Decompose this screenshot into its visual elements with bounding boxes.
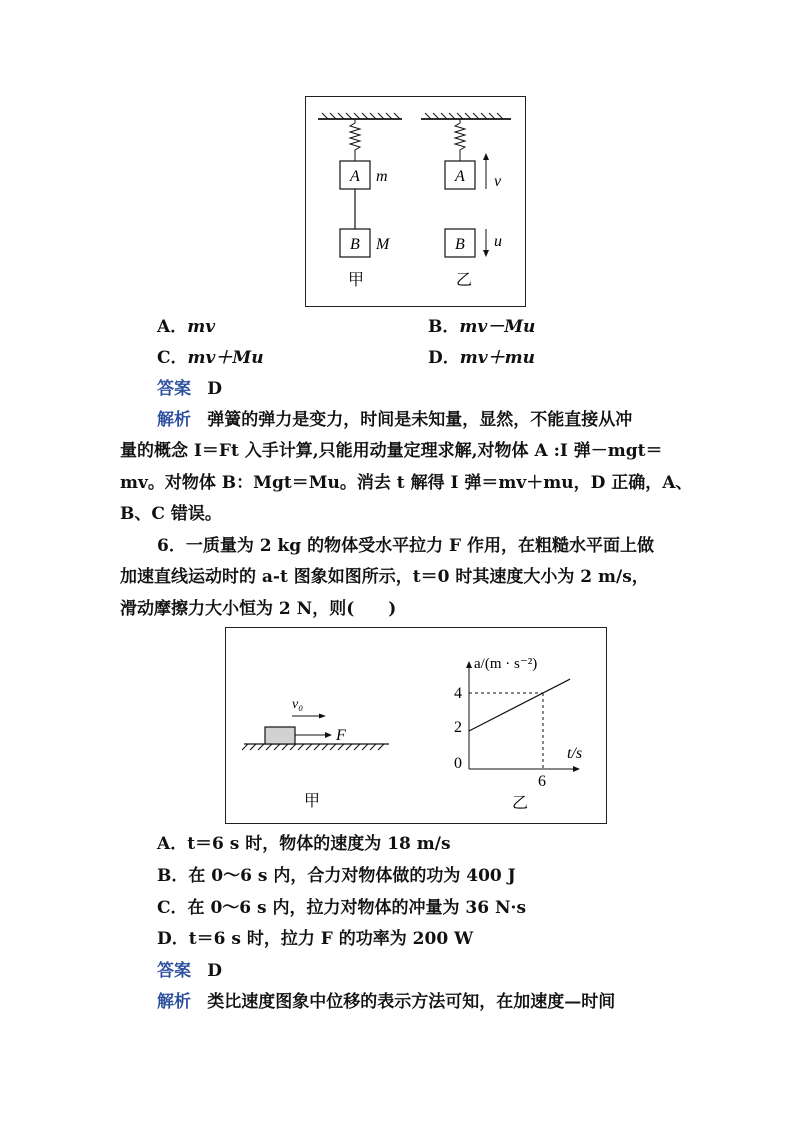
q5-analysis-line-1: 解析 弹簧的弹力是变力，时间是未知量，显然，不能直接从冲 <box>157 410 633 430</box>
q6-answer: 答案 D <box>157 961 222 981</box>
tick-label-6: 6 <box>538 773 546 790</box>
tick-label-2: 2 <box>454 719 462 736</box>
x-axis-arrow <box>573 766 580 772</box>
figure-block-and-graph <box>225 627 607 824</box>
analysis-label: 解析 <box>157 992 191 1012</box>
y-axis-label: a/(m · s⁻²) <box>474 656 538 672</box>
caption-jia: 甲 <box>348 272 365 289</box>
analysis-label: 解析 <box>157 410 191 430</box>
label-u: u <box>494 233 502 250</box>
ground-hatch <box>242 744 384 750</box>
spring-left <box>350 119 360 161</box>
ceiling-hatch-left <box>322 113 400 119</box>
q6-stem-line-3: 滑动摩擦力大小恒为 2 N，则( ) <box>120 599 397 619</box>
ceiling-hatch-right <box>425 113 503 119</box>
label-a-left: A <box>350 168 360 185</box>
caption-jia: 甲 <box>304 793 321 810</box>
spring-right <box>455 119 465 161</box>
q5-analysis-line-2: 量的概念 I＝Ft 入手计算,只能用动量定理求解,对物体 A :I 弹－mgt＝ <box>120 441 663 461</box>
label-f: F <box>336 727 346 744</box>
label-b-right: B <box>455 236 465 253</box>
q6-stem-line-2: 加速直线运动时的 a-t 图象如图所示，t＝0 时其速度大小为 2 m/s， <box>120 567 649 587</box>
q6-analysis-line-1: 解析 类比速度图象中位移的表示方法可知，在加速度—时间 <box>157 992 616 1012</box>
tick-label-4: 4 <box>454 685 462 702</box>
q5-analysis-line-4: B、C 错误。 <box>120 504 222 524</box>
q5-analysis-line-3: mv。对物体 B：Mgt＝Mu。消去 t 解得 I 弹＝mv＋mu，D 正确，A、 <box>120 473 693 493</box>
q6-option-d: D．t＝6 s 时，拉力 F 的功率为 200 W <box>157 929 474 949</box>
label-v: v <box>494 173 502 190</box>
q5-answer: 答案 D <box>157 379 222 399</box>
q6-option-b: B．在 0～6 s 内，合力对物体做的功为 400 J <box>157 866 516 886</box>
y-axis-arrow <box>466 661 472 668</box>
q5-option-b: B．mv－Mu <box>428 317 536 337</box>
arrow-up-head <box>483 153 489 160</box>
label-b-left: B <box>350 236 360 253</box>
q5-option-c: C．mv＋Mu <box>157 348 264 368</box>
label-a-right: A <box>455 168 465 185</box>
q5-option-a: A．mv <box>157 317 216 337</box>
q6-option-a: A．t＝6 s 时，物体的速度为 18 m/s <box>157 834 451 854</box>
velocity-arrow-head <box>319 714 326 719</box>
figure-spring-mass <box>305 96 526 307</box>
force-arrow-head <box>325 732 332 738</box>
tick-label-0: 0 <box>454 755 462 772</box>
q5-option-d: D．mv＋mu <box>428 348 535 368</box>
series-line-a-t <box>469 679 570 731</box>
q6-option-c: C．在 0～6 s 内，拉力对物体的冲量为 36 N·s <box>157 898 527 918</box>
arrow-down-head <box>483 250 489 257</box>
x-axis-label: t/s <box>567 745 583 762</box>
label-m: m <box>376 168 388 185</box>
answer-label: 答案 <box>157 961 191 981</box>
label-big-m: M <box>376 236 390 253</box>
block <box>265 727 295 744</box>
block-graph-diagram <box>226 628 608 825</box>
caption-yi: 乙 <box>512 795 529 812</box>
answer-label: 答案 <box>157 379 191 399</box>
q6-stem-line-1: 6．一质量为 2 kg 的物体受水平拉力 F 作用，在粗糙水平面上做 <box>157 536 654 556</box>
caption-yi: 乙 <box>456 272 473 289</box>
spring-mass-diagram <box>306 97 527 308</box>
label-v0: v₀ <box>292 697 304 712</box>
